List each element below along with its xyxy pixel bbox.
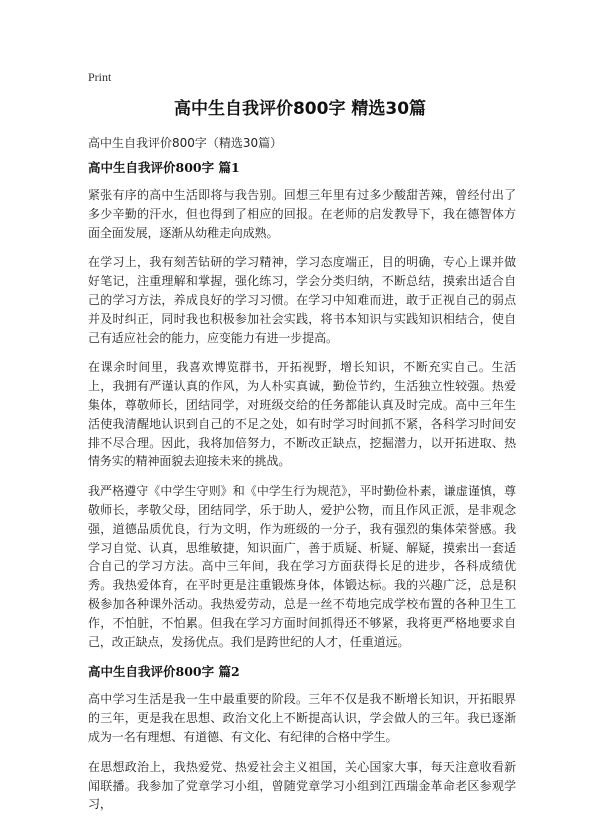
paragraph: 紧张有序的高中生活即将与我告别。回想三年里有过多少酸甜苦辣，曾经付出了多少辛勤的汗水，但也得到了相应的回报。在老师的启发教导下，我在德智体方面全面发展，逐渐从幼稚走向成熟。 (88, 188, 516, 240)
paragraph: 在学习上，我有刻苦钻研的学习精神，学习态度端正，目的明确，专心上课并做好笔记，注重理解和掌握，强化练习，学会分类归纳，不断总结，摸索出适合自己的学习方法，养成良好的学习习惯。在学习中知难而进，敢于正视自己的弱点并及时纠正，同时我也积极参加社会实践，将书本知识与实践知识相结合，使自己有适应社会的能力，应变能力有进一步提高。 (88, 255, 516, 345)
article-body (88, 158, 516, 825)
paragraph: 在课余时间里，我喜欢博览群书，开拓视野，增长知识，不断充实自己。生活上，我拥有严谨认真的作风，为人朴实真诚，勤俭节约，生活独立性较强。热爱集体，尊敬师长，团结同学，对班级交给的任务都能认真及时完成。高中三年生活使我清醒地认识到自己的不足之处，如有时学习时间抓不紧，各科学习时间安排不尽合理。因此，我将加倍努力，不断改正缺点，挖掘潜力，以开拓进取、热情务实的精神面貌去迎接未来的挑战。 (88, 360, 516, 469)
page-subtitle: 高中生自我评价800字（精选30篇） (88, 136, 283, 150)
section-heading: 高中生自我评价800字 篇1 (88, 160, 240, 175)
paragraph: 在思想政治上，我热爱党、热爱社会主义祖国，关心国家大事，每天注意收看新闻联播。我参加了党章学习小组，曾随党章学习小组到江西瑞金革命老区参观学习， (88, 759, 516, 812)
paragraph: 高中学习生活是我一生中最重要的阶段。三年不仅是我不断增长知识，开拓眼界的三年，更是我在思想、政治文化上不断提高认识，学会做人的三年。我已逐渐成为一名有理想、有道德、有文化、有纪律的合格中学生。 (88, 692, 516, 744)
page-title: 高中生自我评价800字 精选30篇 (173, 99, 427, 119)
section-heading: 高中生自我评价800字 篇2 (88, 664, 240, 680)
paragraph: 我严格遵守《中学生守则》和《中学生行为规范》，平时勤俭朴素，谦虚谨慎，尊敬师长，孝敬父母，团结同学，乐于助人，爱护公物，而且作风正派，是非观念强，道德品质优良，行为文明，作为班级的一分子，我有强烈的集体荣誉感。我学习自觉、认真，思维敏捷，知识面广，善于质疑、析疑、解疑，摸索出一套适合自己的学习方法。高中三年间，我在学习方面获得长足的进步，各科成绩优秀。我热爱体育，在平时更是注重锻炼身体，体锻达标。我的兴趣广泛，总是积极参加各种课外活动。我热爱劳动，总是一丝不苟地完成学校布置的各种卫生工作，不怕脏，不怕累。但我在学习方面时间抓得还不够紧，我将更严格地要求自己，改正缺点，发扬优点。我们是跨世纪的人才，任重道远。 (88, 484, 516, 649)
print-label: Print (88, 70, 112, 84)
